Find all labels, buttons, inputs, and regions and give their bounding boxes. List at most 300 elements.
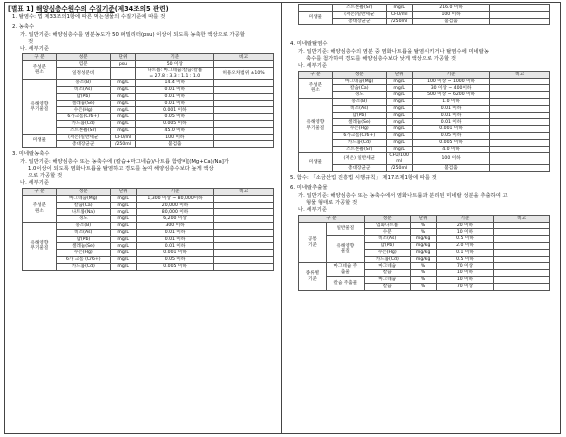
unit-cell: mg/L (386, 119, 412, 126)
table-header-row (299, 215, 550, 222)
unit-cell: % (410, 222, 436, 229)
group-cell: 유해영향 무기물질 (23, 80, 57, 134)
subcategory-cell: 마그네슘 주 출물 (326, 263, 364, 277)
standard-cell: 100 이하 (136, 134, 214, 141)
table-row (23, 93, 274, 100)
component-cell: 총대장균군 (56, 141, 110, 148)
table-mineral-extract (298, 215, 550, 291)
group-cell: 주성분 원소 (299, 78, 333, 98)
section-3-detail-label: 나. 세부기준 (20, 180, 49, 187)
group-cell: 유해영향 무기물질 (299, 98, 333, 152)
unit-cell: % (410, 277, 436, 284)
unit-cell: mg/L (110, 100, 136, 107)
table-row (299, 139, 550, 146)
standard-cell: 불검출 (136, 141, 214, 148)
standard-cell: 0.01 이하 (136, 87, 214, 94)
table-header-row (23, 188, 274, 195)
table-row (299, 11, 550, 18)
component-cell: (저온)일반세균 (332, 11, 386, 18)
table-row (23, 216, 274, 223)
unit-cell: CFU/100 ml (386, 153, 412, 165)
table-row (299, 153, 550, 165)
table-row (299, 126, 550, 133)
header-cell: 기준 (136, 188, 214, 195)
section-4-detail-label: 나. 세부기준 (298, 63, 327, 70)
standard-cell: 0.001 이하 (412, 126, 490, 133)
component-cell: 스트론튬(Sr) (332, 5, 386, 12)
component-cell: 스트론튬(Sr) (56, 127, 110, 134)
header-cell: 비고 (214, 188, 274, 195)
table-row (23, 256, 274, 263)
note-cell (214, 114, 274, 121)
note-cell (214, 93, 274, 100)
component-cell: 마그네슘 (364, 263, 410, 270)
component-cell: (저온) 일반세균 (332, 153, 386, 165)
component-cell: 수은(Hg) (364, 249, 410, 256)
standard-cell: 0.005 이하 (136, 263, 214, 270)
header-cell: 단위 (110, 54, 136, 61)
standard-cell: 0.005 이하 (136, 121, 214, 128)
standard-cell: 30 이상 ~ 400이하 (412, 85, 490, 92)
note-cell (214, 141, 274, 148)
table-row (23, 250, 274, 257)
table-row (23, 229, 274, 236)
section-3-general: 가. 일반기준: 해양심층수 또는 농축수에 (칼슘+마그네슘)/나트륨 함량비[(Mg+Ca)/Na]가 (20, 158, 229, 165)
section-2-detail-label: 나. 세부기준 (20, 46, 49, 53)
header-cell: 단위 (410, 215, 436, 222)
unit-cell: mg/L (386, 126, 412, 133)
unit-cell: mg/L (110, 80, 136, 87)
unit-cell: mg/L (110, 209, 136, 216)
section-3-general-cont2: 으로 가공할 것 (28, 173, 63, 180)
right-column (286, 4, 558, 291)
table-row (23, 114, 274, 121)
table-row (299, 112, 550, 119)
title-prefix: [별표 1] (8, 5, 36, 13)
unit-cell: mg/L (110, 93, 136, 100)
note-cell (490, 11, 550, 18)
table-row (299, 119, 550, 126)
standard-cell: 0.01 이하 (412, 119, 490, 126)
note-cell (490, 119, 550, 126)
standard-cell: 45.0 이하 (136, 127, 214, 134)
standard-cell: 20 이하 (436, 222, 494, 229)
component-cell: 마그네슘 (364, 277, 410, 284)
note-cell: 허용오차범위 ±10% (214, 68, 274, 80)
table-row (23, 107, 274, 114)
component-cell: 납(Pb) (332, 112, 386, 119)
unit-cell: % (410, 263, 436, 270)
component-cell: 칼슘(Ca) (56, 202, 110, 209)
header-cell: 비고 (494, 215, 550, 222)
note-cell (494, 256, 550, 263)
unit-cell: /250ml (110, 141, 136, 148)
table-row (23, 80, 274, 87)
component-cell: 셀레늄(Se) (56, 243, 110, 250)
unit-cell: mg/L (110, 263, 136, 270)
note-cell (214, 256, 274, 263)
note-cell (214, 209, 274, 216)
note-cell (494, 236, 550, 243)
table-row (23, 87, 274, 94)
component-cell: 납(Pb) (56, 93, 110, 100)
standard-cell: 0.01 이하 (412, 112, 490, 119)
note-cell (490, 92, 550, 99)
unit-cell: psu (110, 61, 136, 68)
standard-cell: 50 이상 (136, 61, 214, 68)
standard-cell: 6,200 이상 (136, 216, 214, 223)
standard-cell: 0.05 이하 (136, 256, 214, 263)
header-cell: 구 분 (23, 188, 57, 195)
component-cell: 총대장균군 (332, 18, 386, 25)
component-cell: 경도 (332, 92, 386, 99)
section-4-general-cont: 축수를 첨가하여 경도를 해양심층수보다 낮게 액상으로 가공할 것 (306, 55, 456, 62)
note-cell (490, 165, 550, 172)
unit-cell: /250ml (386, 18, 412, 25)
standard-cell: 500 이상 ~ 6200 이하 (412, 92, 490, 99)
table-row (299, 18, 550, 25)
note-cell (490, 139, 550, 146)
standard-cell: 0.5 이하 (436, 256, 494, 263)
component-cell: 염화나트륨 (364, 222, 410, 229)
component-cell: 수은(Hg) (56, 107, 110, 114)
header-cell: 기준 (436, 215, 494, 222)
unit-cell: mg/L (110, 229, 136, 236)
section-1-text: 1. 탈염수: 법 제33조의1항에 따른 먹는샘물의 수질기준에 따를 것 (12, 14, 166, 20)
component-cell: 카드뮴(Cd) (332, 139, 386, 146)
unit-cell: mg/L (110, 195, 136, 202)
component-cell: 비소(As) (332, 105, 386, 112)
unit-cell: /250ml (386, 165, 412, 172)
unit-cell: mg/L (110, 114, 136, 121)
column-divider (281, 2, 282, 434)
unit-cell: mg/L (110, 243, 136, 250)
note-cell (494, 243, 550, 250)
note-cell (214, 243, 274, 250)
unit-cell: mg/L (386, 139, 412, 146)
table-row (299, 105, 550, 112)
table-row (23, 236, 274, 243)
standard-cell: 0.001 이하 (136, 107, 214, 114)
standard-cell: 300 이하 (136, 222, 214, 229)
group-cell: 미생물 (299, 153, 333, 172)
note-cell (214, 87, 274, 94)
table-mineral-concentrate (22, 188, 274, 271)
note-cell (494, 249, 550, 256)
table-row (299, 222, 550, 229)
subcategory-cell: 일반물질 (326, 222, 364, 236)
title-main: 해양심층수원수의 수질기준 (35, 5, 115, 13)
header-cell: 단위 (386, 71, 412, 78)
header-cell: 비고 (490, 71, 550, 78)
document-title (8, 4, 278, 14)
component-cell: 칼슘 (364, 283, 410, 290)
table-row (299, 146, 550, 153)
header-cell: 기준 (136, 54, 214, 61)
note-cell (214, 229, 274, 236)
unit-cell: mg/L (110, 216, 136, 223)
section-2-heading: 2. 농축수 (12, 24, 35, 31)
component-cell: 납(Pb) (364, 243, 410, 250)
note-cell (490, 146, 550, 153)
component-cell: 6가크롬(Cr6+) (332, 132, 386, 139)
standard-cell: 1,300 이상 ~ 80,000이하 (136, 195, 214, 202)
component-cell: 스트론튬(Sr) (332, 146, 386, 153)
component-cell: 나트륨(Na) (56, 209, 110, 216)
note-cell (490, 112, 550, 119)
note-cell (214, 61, 274, 68)
note-cell (214, 195, 274, 202)
unit-cell: mg/L (110, 236, 136, 243)
standard-cell: 0.5 이하 (436, 236, 494, 243)
header-cell: 기준 (412, 71, 490, 78)
unit-cell: CFU/ml (110, 134, 136, 141)
table-row (23, 243, 274, 250)
component-cell: 카드뮴(Cd) (56, 263, 110, 270)
left-column (8, 4, 278, 271)
note-cell (214, 121, 274, 128)
note-cell (490, 18, 550, 25)
unit-cell: mg/L (386, 112, 412, 119)
standard-cell: 14.4 이하 (136, 80, 214, 87)
standard-cell: 4.0 이하 (412, 146, 490, 153)
note-cell (214, 250, 274, 257)
component-cell: 카드뮴(Cd) (56, 121, 110, 128)
note-cell (214, 236, 274, 243)
standard-cell: 0.01 이하 (136, 243, 214, 250)
note-cell (214, 100, 274, 107)
component-cell: 마그네슘(Mg) (56, 195, 110, 202)
note-cell (214, 107, 274, 114)
table-row (299, 165, 550, 172)
unit-cell: mg/L (110, 202, 136, 209)
component-cell: 셀레늄(Se) (332, 119, 386, 126)
standard-cell: 20,000 이하 (136, 202, 214, 209)
group-cell: 주성분 원소 (23, 195, 57, 222)
note-cell (490, 132, 550, 139)
component-cell: 붕소(B) (56, 80, 110, 87)
table-row (23, 202, 274, 209)
unit-cell: mg/L (386, 105, 412, 112)
unit-cell: mg/L (386, 78, 412, 85)
table-row (299, 263, 550, 270)
unit-cell: mg/L (110, 127, 136, 134)
table-header-row (23, 54, 274, 61)
note-cell (490, 85, 550, 92)
header-cell: 구 분 (299, 215, 365, 222)
unit-cell: CFU/ml (386, 11, 412, 18)
unit-cell: mg/L (386, 92, 412, 99)
section-4-general: 가. 일반기준: 해양심층수의 염분 중 염화나트륨을 탈염시키거나 탈염수에 미네랄농 (298, 48, 489, 55)
standard-cell: 0.001 이하 (136, 250, 214, 257)
standard-cell: 불검출 (412, 165, 490, 172)
note-cell (490, 105, 550, 112)
table-header-row (299, 71, 550, 78)
standard-cell: 2.0 이하 (436, 243, 494, 250)
group-cell (299, 5, 333, 12)
component-cell: 수은(Hg) (332, 126, 386, 133)
standard-cell: 0.005 이하 (412, 139, 490, 146)
unit-cell: % (410, 229, 436, 236)
table-row (23, 263, 274, 270)
component-cell: (저온)일반세균 (56, 134, 110, 141)
standard-cell: 10 이하 (436, 229, 494, 236)
standard-cell: 0.01 이하 (136, 229, 214, 236)
component-cell: 일정성분비 (56, 68, 110, 80)
standard-cell: 100 이하 (412, 11, 490, 18)
unit-cell: mg/kg (410, 243, 436, 250)
section-6-detail-label: 나. 세부기준 (298, 207, 327, 214)
unit-cell: mg/L (110, 222, 136, 229)
standard-cell: 80,000 이하 (136, 209, 214, 216)
table-row (23, 195, 274, 202)
section-2-general: 가. 일반기준: 해양심층수를 염분농도가 50 퍼밀리터(psu) 이상이 되도록 농축한 액상으로 가공할 (20, 31, 245, 38)
standard-cell: 0.05 이하 (136, 114, 214, 121)
table-row (299, 236, 550, 243)
unit-cell: mg/kg (410, 249, 436, 256)
section-6-general-cont: 형물 형태로 가공할 것 (306, 200, 358, 207)
unit-cell: mg/L (386, 146, 412, 153)
component-cell: 6가크롬(Cr6+) (56, 114, 110, 121)
unit-cell: mg/L (110, 107, 136, 114)
header-cell: 단위 (110, 188, 136, 195)
table-row (299, 132, 550, 139)
note-cell (214, 216, 274, 223)
standard-cell: 1.0 이하 (412, 98, 490, 105)
note-cell (494, 263, 550, 270)
table-concentrate (22, 53, 274, 148)
group-cell: 주성분 원소 (23, 61, 57, 80)
table-row (299, 98, 550, 105)
component-cell: 붕소(B) (56, 222, 110, 229)
table-row (23, 141, 274, 148)
component-cell: 칼슘 (364, 270, 410, 277)
standard-cell: 100 이하 (412, 153, 490, 165)
component-cell: 마그네슘(Mg) (332, 78, 386, 85)
header-cell: 구 분 (23, 54, 57, 61)
section-3-heading: 3. 미네랄농축수 (12, 151, 50, 158)
standard-cell: 10 이하 (436, 277, 494, 284)
unit-cell: mg/L (386, 98, 412, 105)
section-6-general: 가. 일반기준: 해양심층수 또는 농축수에서 염화나트륨과 분리된 미네랄 성분을 추출하여 고 (298, 192, 508, 199)
table-row (23, 222, 274, 229)
component-cell: 비소(As) (364, 236, 410, 243)
note-cell (214, 127, 274, 134)
table-row (299, 85, 550, 92)
unit-cell: % (410, 270, 436, 277)
note-cell (214, 134, 274, 141)
header-cell: 구 분 (299, 71, 333, 78)
section-2-general-cont: 것 (28, 38, 34, 45)
standard-cell: 0.01 이하 (136, 100, 214, 107)
header-cell: 비고 (214, 54, 274, 61)
table-row (299, 78, 550, 85)
table-row (23, 209, 274, 216)
component-cell: 염분 (56, 61, 110, 68)
component-cell: 수은(Hg) (56, 250, 110, 257)
component-cell: 납(Pb) (56, 236, 110, 243)
table-row (23, 127, 274, 134)
unit-cell: mg/L (110, 250, 136, 257)
note-cell (494, 229, 550, 236)
unit-cell: mg/L (110, 256, 136, 263)
table-mineral-concentrate-continued (298, 4, 550, 25)
standard-cell: 10 이하 (436, 270, 494, 277)
note-cell (214, 263, 274, 270)
section-4-heading: 4. 미네랄탈염수 (290, 41, 328, 48)
unit-cell: mg/L (110, 121, 136, 128)
component-cell: 비소(As) (56, 87, 110, 94)
category-cell: 공통 기준 (299, 222, 327, 263)
header-cell: 성분 (332, 71, 386, 78)
standard-cell: 0.05 이하 (412, 132, 490, 139)
unit-cell: mg/L (386, 132, 412, 139)
standard-cell: 0.1 이하 (436, 249, 494, 256)
component-cell: 셀레늄(Se) (56, 100, 110, 107)
subcategory-cell: 칼슘 주출물 (326, 277, 364, 291)
standard-cell: 나트륨: 마그네슘:칼슘:칼륨 = 27.8 : 3.3 : 1.1 : 1.0 (136, 68, 214, 80)
unit-cell: mg/L (110, 87, 136, 94)
component-cell: 카드뮴(Cd) (364, 256, 410, 263)
table-row (299, 92, 550, 99)
standard-cell: 0.01 이하 (136, 93, 214, 100)
category-cell: 종류별 기준 (299, 263, 327, 290)
note-cell (214, 80, 274, 87)
note-cell (490, 153, 550, 165)
note-cell (490, 5, 550, 12)
component-cell: 6가 크롬 (Cr6+) (56, 256, 110, 263)
standard-cell: 70 이상 (436, 283, 494, 290)
table-row (23, 121, 274, 128)
standard-cell: 0.01 이하 (412, 105, 490, 112)
component-cell: 수분 (364, 229, 410, 236)
section-6-heading: 6. 미네랄추출물 (290, 185, 328, 192)
table-row (23, 68, 274, 80)
note-cell (490, 126, 550, 133)
note-cell (494, 270, 550, 277)
standard-cell: 불검출 (412, 18, 490, 25)
unit-cell (110, 68, 136, 80)
header-cell: 성분 (56, 188, 110, 195)
note-cell (490, 78, 550, 85)
note-cell (494, 222, 550, 229)
unit-cell: mg/L (386, 85, 412, 92)
note-cell (490, 98, 550, 105)
group-cell: 미생물 (299, 11, 333, 25)
table-row (23, 61, 274, 68)
note-cell (494, 277, 550, 284)
subcategory-cell: 유해영향 물질 (326, 236, 364, 263)
table-row (299, 277, 550, 284)
component-cell: 비소(As) (56, 229, 110, 236)
standard-cell: 216.0 이하 (412, 5, 490, 12)
title-suffix: (제34조의5 관련) (114, 5, 169, 13)
group-cell: 미생물 (23, 134, 57, 148)
group-cell: 유해영향 무기물질 (23, 222, 57, 270)
standard-cell: 100 이상 ~ 1000 이하 (412, 78, 490, 85)
table-row (23, 100, 274, 107)
section-5-text: 5. 함수: 「소금산업 진흥법 시행규칙」 제17조제1항에 따를 것 (290, 175, 437, 182)
header-cell: 성분 (364, 215, 410, 222)
unit-cell: mg/L (386, 5, 412, 12)
component-cell: 경도 (56, 216, 110, 223)
note-cell (494, 283, 550, 290)
section-3-general-cont: 1.0이상이 되도록 염화나트륨을 탈염하고 경도를 높여 해양심층수보다 높게 액상 (28, 165, 214, 172)
standard-cell: 70 이상 (436, 263, 494, 270)
component-cell: 칼슘(Ca) (332, 85, 386, 92)
header-cell: 성분 (56, 54, 110, 61)
component-cell: 총대장균군 (332, 165, 386, 172)
